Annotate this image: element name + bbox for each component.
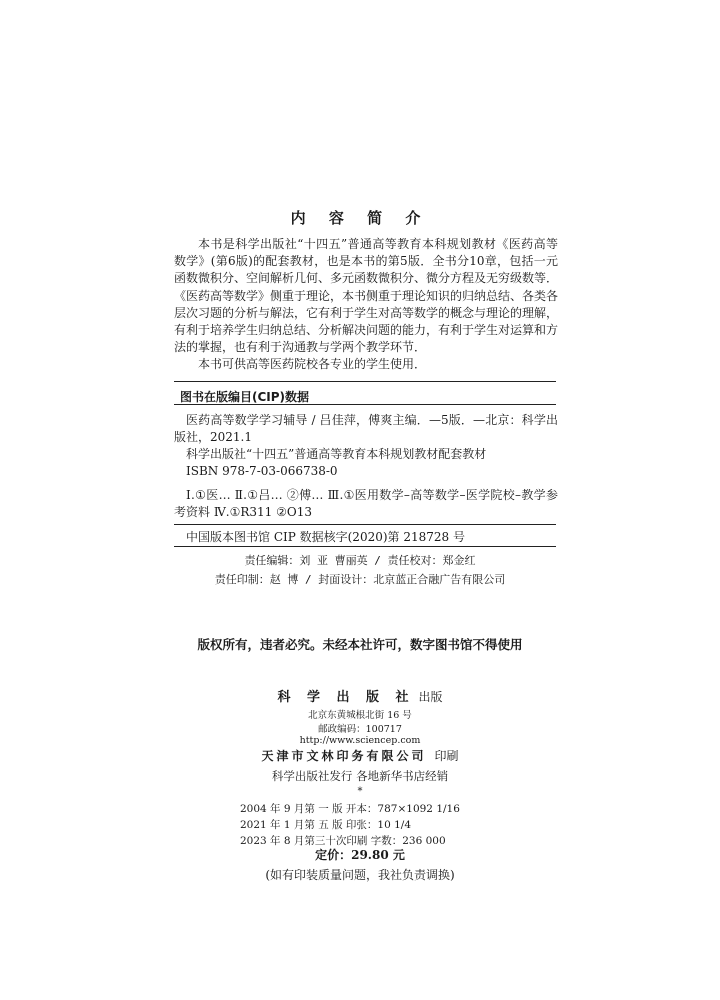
postal-code: 邮政编码：100717 (318, 724, 402, 735)
cip-main-entry: 医药高等数学学习辅导 / 吕佳萍，傅爽主编．—5版．—北京：科学出版社，2021.1 (174, 413, 558, 444)
printer-name: 天津市文林印务有限公司 (261, 749, 427, 763)
publisher-address: 北京东黄城根北街 16 号 (308, 710, 412, 721)
page-title: 内 容 简 介 (290, 209, 430, 227)
content-summary (174, 236, 558, 374)
divider (174, 546, 556, 547)
cip-heading: 图书在版编目(CIP)数据 (180, 390, 310, 404)
publisher-name: 科 学 出 版 社 (277, 690, 415, 705)
publisher-line (0, 686, 720, 705)
edition-line: 2004 年 9 月第 一 版 开本：787×1092 1/16 (240, 803, 460, 815)
production-credits: 责任印制：赵 博 / 封面设计：北京蓝正合融广告有限公司 (214, 573, 506, 586)
separator-mark: * (357, 786, 363, 797)
divider (174, 381, 556, 382)
printer-line (0, 747, 720, 764)
cip-record: 中国版本图书馆 CIP 数据核字(2020)第 218728 号 (186, 530, 465, 544)
summary-paragraph: 本书可供高等医药院校各专业的学生使用． (198, 357, 427, 372)
price: 定价：29.80 元 (315, 848, 405, 862)
divider (174, 404, 556, 405)
edition-line: 2021 年 1 月第 五 版 印张：10 1/4 (240, 819, 412, 831)
publisher-suffix: 出版 (418, 690, 443, 704)
quality-notice: (如有印装质量问题，我社负责调换) (265, 868, 455, 882)
printer-suffix: 印刷 (434, 749, 459, 763)
cip-subjects (174, 487, 558, 521)
cip-isbn: ISBN 978-7-03-066738-0 (186, 464, 338, 478)
divider (174, 524, 556, 525)
cip-subjects-text: Ⅰ.①医… Ⅱ.①吕… ②傅… Ⅲ.①医用数学–高等数学–医学院校–教学参考资料 Ⅳ.①R311 ②O13 (174, 488, 558, 519)
summary-paragraph: 本书是科学出版社“十四五”普通高等教育本科规划教材《医药高等数学》(第6版)的配套教材，也是本书的第5版．全书分10章，包括一元函数微积分、空间解析几何、多元函数微积分、微分方程及无穷级数等．《医药高等数学》侧重于理论，本书侧重于理论知识的归纳总结、各类各层次习题的分析与解法，它有利于学生对高等数学的概念与理论的理解，有利于培养学生归纳总结、分析解决问题的能力，有利于学生对运算和方法的掌握，也有利于沟通教与学两个教学环节． (174, 237, 559, 355)
publisher-website: http://www.sciencep.com (299, 735, 421, 746)
cip-series: 科学出版社“十四五”普通高等教育本科规划教材配套教材 (186, 447, 487, 461)
copyright-notice: 版权所有，违者必究。未经本社许可，数字图书馆不得使用 (197, 637, 523, 652)
editor-credits: 责任编辑：刘 亚 曹丽英 / 责任校对：郑金红 (244, 554, 476, 567)
edition-line: 2023 年 8 月第三十次印刷 字数：236 000 (240, 835, 446, 847)
cip-entry (174, 412, 558, 480)
distribution-line: 科学出版社发行 各地新华书店经销 (271, 769, 449, 783)
